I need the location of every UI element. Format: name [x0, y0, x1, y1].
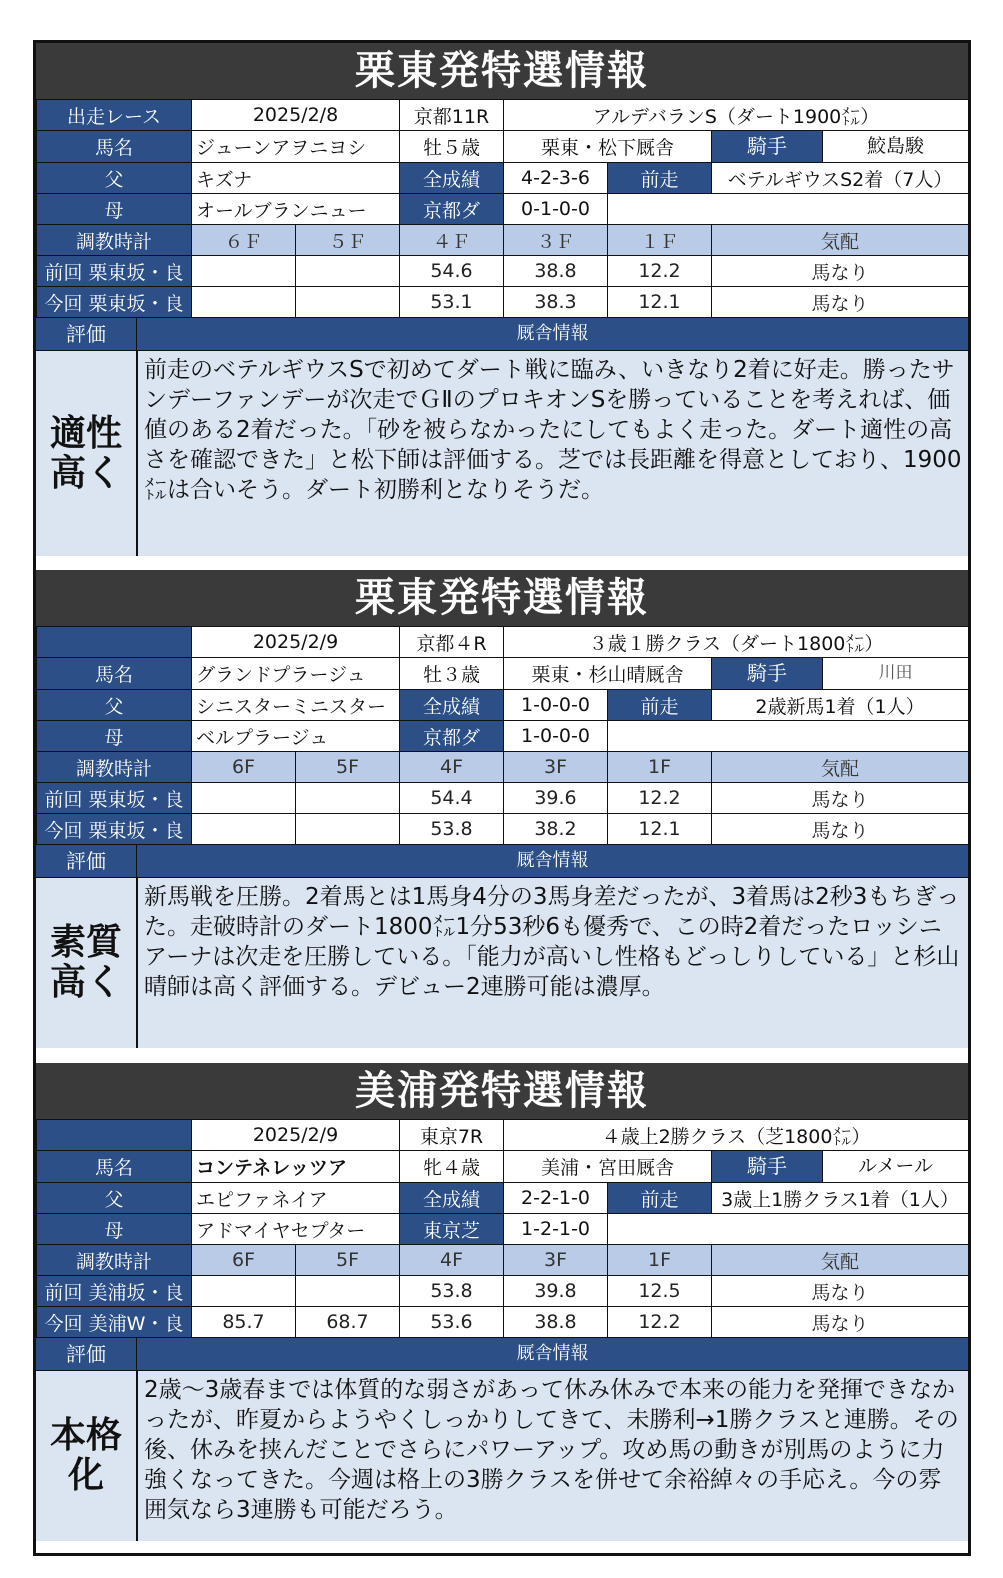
jockey: 川田 — [878, 663, 913, 683]
training-row-label: 今回 栗東坂・良 — [37, 287, 192, 318]
race-label — [37, 1120, 192, 1151]
dam: アドマイヤセプター — [192, 1214, 400, 1245]
training-value: 馬なり — [712, 814, 969, 845]
eval-label: 評価 — [36, 845, 137, 877]
record: 2-2-1-0 — [504, 1183, 608, 1214]
training-value: 12.1 — [608, 287, 712, 318]
training-header: 6F — [192, 752, 296, 783]
training-header: ６Ｆ — [192, 225, 296, 256]
verdict: 本格 化 — [36, 1371, 138, 1541]
stable: 栗東・松下厩舎 — [504, 131, 712, 163]
stable-comment: 前走のベテルギウスSで初めてダート戦に臨み、いきなり2着に好走。勝ったサンデーファンデーが次走でＧⅡのプロキオンSを勝っていることを考えれば、価値のある2着だった。「砂を被らなかったにしてもよく走った。ダート適性の高さを確認できた」と松下師は評価する。芝では長距離を得意としており、1900㍍は合いそう。ダート初勝利となりそうだ。 — [144, 357, 962, 503]
blank-cell — [608, 1214, 969, 1245]
stable-info-label: 厩舎情報 — [137, 845, 968, 877]
sire-label: 父 — [37, 690, 192, 721]
horse-name: コンテネレッツア — [192, 1151, 400, 1183]
training-header: 5F — [296, 752, 400, 783]
verdict: 素質 高く — [36, 878, 138, 1048]
jockey-cell — [712, 658, 969, 690]
training-header: １Ｆ — [608, 225, 712, 256]
training-value: 馬なり — [712, 287, 969, 318]
training-value — [192, 814, 296, 845]
sire-label: 父 — [37, 1183, 192, 1214]
training-value: 53.8 — [400, 1276, 504, 1307]
race-name: アルデバランS（ダート1900㍍） — [504, 100, 969, 131]
jockey: ルメール — [857, 1155, 934, 1177]
training-value: 68.7 — [296, 1307, 400, 1338]
race-label: 出走レース — [37, 100, 192, 131]
jockey-label: 騎手 — [712, 1151, 823, 1182]
training-header: 気配 — [712, 1245, 969, 1276]
last-race: 2歳新馬1着（1人） — [712, 690, 969, 721]
training-row-label: 前回 栗東坂・良 — [37, 256, 192, 287]
sex-age: 牡５歳 — [400, 131, 504, 163]
record-label: 全成績 — [400, 690, 504, 721]
jockey: 鮫島駿 — [867, 135, 925, 157]
training-header: 3F — [504, 1245, 608, 1276]
verdict: 適性 高く — [36, 351, 138, 556]
blank-cell — [608, 194, 969, 225]
training-label: 調教時計 — [37, 225, 192, 256]
record: 4-2-3-6 — [504, 163, 608, 194]
eval-label: 評価 — [36, 1338, 137, 1370]
eval-body — [36, 350, 968, 556]
eval-label: 評価 — [36, 318, 137, 350]
course-label: 京都ダ — [400, 721, 504, 752]
course-label: 京都ダ — [400, 194, 504, 225]
dam-label: 母 — [37, 194, 192, 225]
training-header: 気配 — [712, 225, 969, 256]
eval-header — [36, 318, 968, 350]
horse-label: 馬名 — [37, 1151, 192, 1183]
dam: オールブランニュー — [192, 194, 400, 225]
report-sheet — [33, 40, 971, 1556]
training-value: 馬なり — [712, 256, 969, 287]
horse-name: ジューンアヲニヨシ — [192, 131, 400, 163]
training-value — [192, 256, 296, 287]
training-value: 38.8 — [504, 1307, 608, 1338]
stable: 美浦・宮田厩舎 — [504, 1151, 712, 1183]
sex-age: 牡３歳 — [400, 658, 504, 690]
horse-name: グランドプラージュ — [192, 658, 400, 690]
training-header: 4F — [400, 752, 504, 783]
training-value: 38.2 — [504, 814, 608, 845]
training-header: ４Ｆ — [400, 225, 504, 256]
training-value: 馬なり — [712, 783, 969, 814]
training-value: 馬なり — [712, 1307, 969, 1338]
section-title: 栗東発特選情報 — [36, 570, 968, 626]
training-value: 12.2 — [608, 783, 712, 814]
race-date: 2025/2/8 — [192, 100, 400, 131]
race-number: 京都11R — [400, 100, 504, 131]
eval-body — [36, 877, 968, 1048]
jockey-cell — [712, 1151, 969, 1183]
last-race-label: 前走 — [608, 690, 712, 721]
record-label: 全成績 — [400, 163, 504, 194]
course-record: 1-0-0-0 — [504, 721, 608, 752]
horse-label: 馬名 — [37, 131, 192, 163]
training-header: ３Ｆ — [504, 225, 608, 256]
training-row-label: 前回 栗東坂・良 — [37, 783, 192, 814]
training-value — [192, 783, 296, 814]
training-value — [192, 287, 296, 318]
race-number: 京都４R — [400, 627, 504, 658]
training-value — [296, 287, 400, 318]
stable: 栗東・杉山晴厩舎 — [504, 658, 712, 690]
eval-body — [36, 1370, 968, 1541]
dam: ベルプラージュ — [192, 721, 400, 752]
stable-info-label: 厩舎情報 — [137, 1338, 968, 1370]
training-header: ５Ｆ — [296, 225, 400, 256]
training-row-label: 今回 栗東坂・良 — [37, 814, 192, 845]
sex-age: 牝４歳 — [400, 1151, 504, 1183]
training-value: 54.6 — [400, 256, 504, 287]
training-header: 4F — [400, 1245, 504, 1276]
training-label: 調教時計 — [37, 1245, 192, 1276]
sire: シニスターミニスター — [192, 690, 400, 721]
sire-label: 父 — [37, 163, 192, 194]
training-value: 53.6 — [400, 1307, 504, 1338]
training-value — [296, 783, 400, 814]
training-value: 53.8 — [400, 814, 504, 845]
eval-header — [36, 845, 968, 877]
jockey-label: 騎手 — [712, 131, 823, 162]
last-race-label: 前走 — [608, 163, 712, 194]
training-value: 39.8 — [504, 1276, 608, 1307]
training-value: 12.1 — [608, 814, 712, 845]
dam-label: 母 — [37, 1214, 192, 1245]
training-value: 馬なり — [712, 1276, 969, 1307]
jockey-cell — [712, 131, 969, 163]
training-value — [192, 1276, 296, 1307]
training-value: 12.2 — [608, 256, 712, 287]
training-value: 38.3 — [504, 287, 608, 318]
training-value: 12.2 — [608, 1307, 712, 1338]
eval-header — [36, 1338, 968, 1370]
sire: キズナ — [192, 163, 400, 194]
race-info-table — [36, 1119, 969, 1338]
race-number: 東京7R — [400, 1120, 504, 1151]
training-value — [296, 814, 400, 845]
training-header: 気配 — [712, 752, 969, 783]
dam-label: 母 — [37, 721, 192, 752]
last-race: 3歳上1勝クラス1着（1人） — [712, 1183, 969, 1214]
training-header: 6F — [192, 1245, 296, 1276]
race-date: 2025/2/9 — [192, 1120, 400, 1151]
training-value: 12.5 — [608, 1276, 712, 1307]
training-label: 調教時計 — [37, 752, 192, 783]
blank-cell — [608, 721, 969, 752]
record: 1-0-0-0 — [504, 690, 608, 721]
training-row-label: 前回 美浦坂・良 — [37, 1276, 192, 1307]
section-title: 美浦発特選情報 — [36, 1063, 968, 1119]
training-row-label: 今回 美浦W・良 — [37, 1307, 192, 1338]
course-label: 東京芝 — [400, 1214, 504, 1245]
stable-comment: 2歳～3歳春までは体質的な弱さがあって休み休みで本来の能力を発揮できなかったが、昨夏からようやくしっかりしてきて、未勝利→1勝クラスと連勝。その後、休みを挟んだことでさらにパワーアップ。攻め馬の動きが別馬のように力強くなってきた。今週は格上の3勝クラスを併せて余裕綽々の手応え。今の雰囲気なら3連勝も可能だろう。 — [144, 1377, 959, 1523]
sire: エピファネイア — [192, 1183, 400, 1214]
training-value: 38.8 — [504, 256, 608, 287]
course-record: 0-1-0-0 — [504, 194, 608, 225]
training-value: 53.1 — [400, 287, 504, 318]
training-value: 54.4 — [400, 783, 504, 814]
stable-comment: 新馬戦を圧勝。2着馬とは1馬身4分の3馬身差だったが、3着馬は2秒3もちぎった。走破時計のダート1800㍍1分53秒6も優秀で、この時2着だったロッシニアーナは次走を圧勝している。「能力が高いし性格もどっしりしている」と杉山晴師は高く評価する。デビュー2連勝可能は濃厚。 — [144, 884, 960, 1000]
training-value: 85.7 — [192, 1307, 296, 1338]
training-header: 1F — [608, 1245, 712, 1276]
jockey-label: 騎手 — [712, 658, 823, 689]
race-info-table — [36, 626, 969, 845]
training-header: 5F — [296, 1245, 400, 1276]
race-label — [37, 627, 192, 658]
stable-info-label: 厩舎情報 — [137, 318, 968, 350]
training-value — [296, 1276, 400, 1307]
horse-label: 馬名 — [37, 658, 192, 690]
training-header: 3F — [504, 752, 608, 783]
training-header: 1F — [608, 752, 712, 783]
last-race: ベテルギウスS2着（7人） — [712, 163, 969, 194]
section-title: 栗東発特選情報 — [36, 43, 968, 99]
race-name: ４歳上2勝クラス（芝1800㍍） — [504, 1120, 969, 1151]
training-value: 39.6 — [504, 783, 608, 814]
last-race-label: 前走 — [608, 1183, 712, 1214]
race-name: ３歳１勝クラス（ダート1800㍍） — [504, 627, 969, 658]
record-label: 全成績 — [400, 1183, 504, 1214]
race-info-table — [36, 99, 969, 318]
course-record: 1-2-1-0 — [504, 1214, 608, 1245]
training-value — [296, 256, 400, 287]
race-date: 2025/2/9 — [192, 627, 400, 658]
